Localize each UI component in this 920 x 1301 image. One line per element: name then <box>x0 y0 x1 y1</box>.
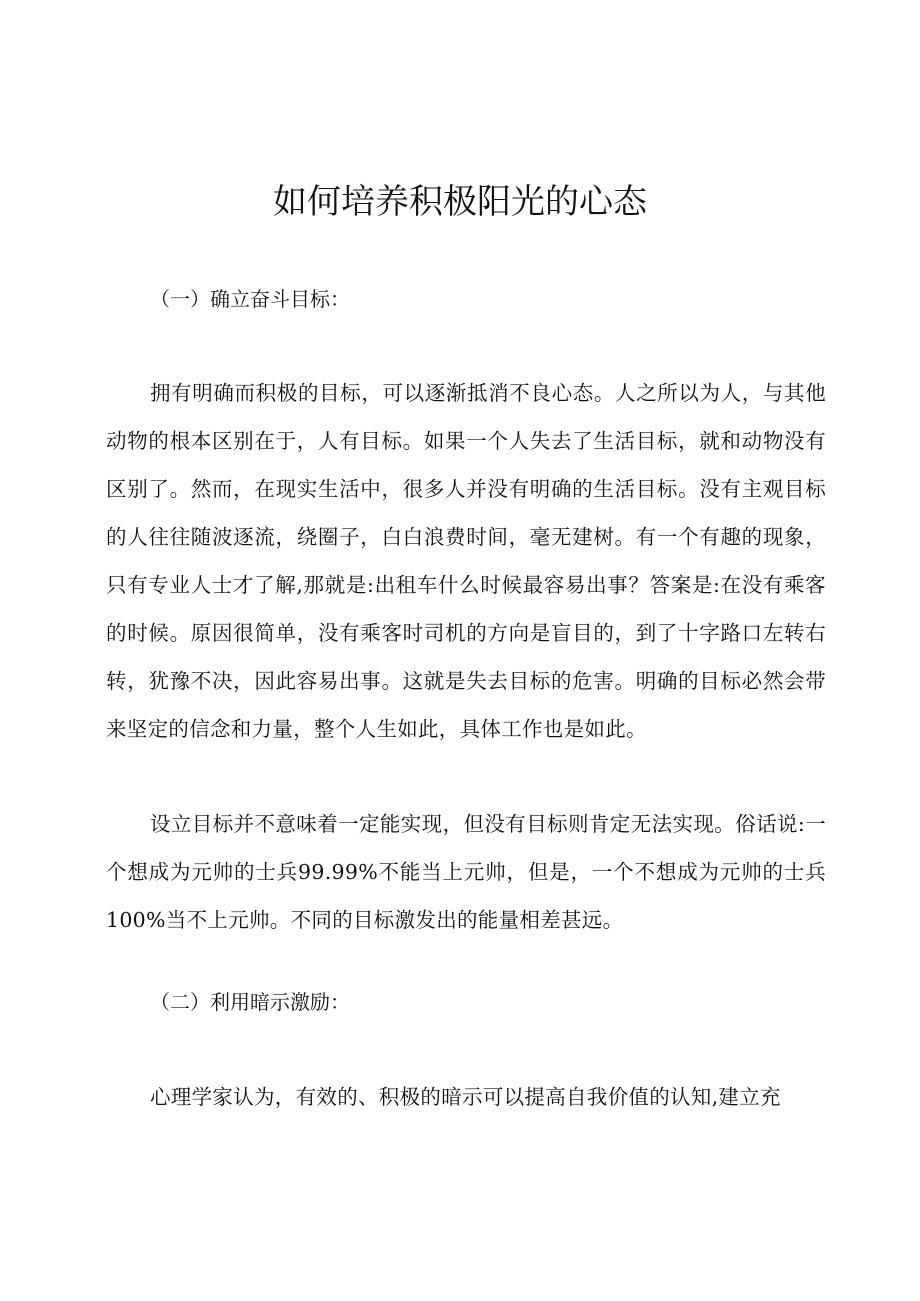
paragraph-3: 心理学家认为，有效的、积极的暗示可以提高自我价值的认知,建立充 <box>150 1085 781 1109</box>
section-heading-1: （一）确立奋斗目标： <box>150 287 350 311</box>
paragraph-2: 设立目标并不意味着一定能实现，但没有目标则肯定无法实现。俗话说:一个想成为元帅的士兵99.99%不能当上元帅，但是，一个不想成为元帅的士兵100%当不上元帅。不同的目标激发出的能量相差甚远。 <box>106 812 826 932</box>
document-title: 如何培养积极阳光的心态 <box>273 182 647 222</box>
section-heading-2: （二）利用暗示激励： <box>150 990 350 1014</box>
paragraph-1: 拥有明确而积极的目标，可以逐渐抵消不良心态。人之所以为人，与其他动物的根本区别在于，人有目标。如果一个人失去了生活目标，就和动物没有区别了。然而，在现实生活中，很多人并没有明确的生活目标。没有主观目标的人往往随波逐流，绕圈子，白白浪费时间，毫无建树。有一个有趣的现象，只有专业人士才了解,那就是:出租车什么时候最容易出事？答案是:在没有乘客的时候。原因很简单，没有乘客时司机的方向是盲目的，到了十字路口左转右转，犹豫不决，因此容易出事。这就是失去目标的危害。明确的目标必然会带来坚定的信念和力量，整个人生如此，具体工作也是如此。 <box>106 381 826 741</box>
